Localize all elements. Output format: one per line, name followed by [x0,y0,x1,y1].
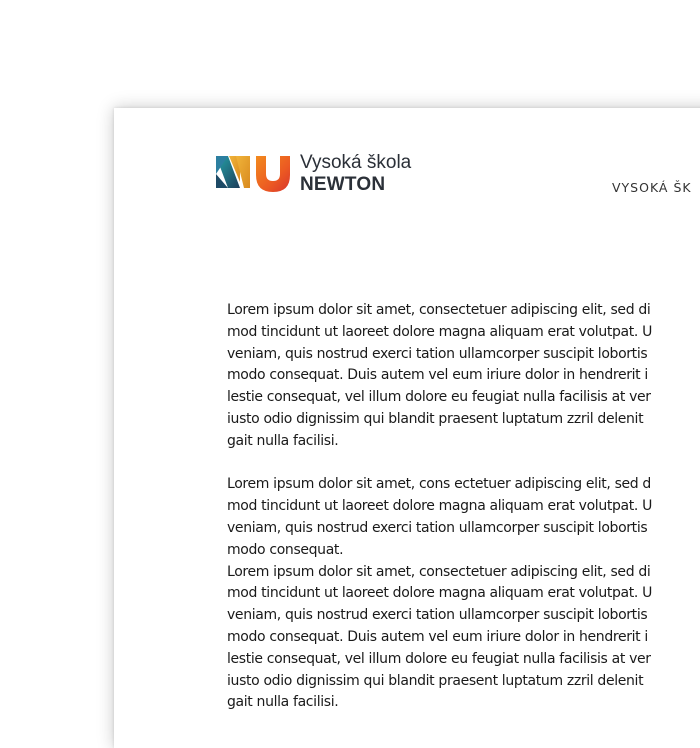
text-line: lestie consequat, vel illum dolore eu feugiat nulla facilisis at ver [227,650,651,667]
text-line: modo consequat. Duis autem vel eum iriure dolor in hendrerit i [227,628,648,645]
logo-line-newton: NEWTON [300,174,386,195]
text-line: mod tincidunt ut laoreet dolore magna aliquam erat volutpat. U [227,323,653,340]
letterhead-page [114,108,700,748]
paragraph-2 [227,474,700,714]
text-line: Lorem ipsum dolor sit amet, consectetuer adipiscing elit, sed di [227,563,651,580]
letter-body [227,300,700,714]
text-line: veniam, quis nostrud exerci tation ullamcorper suscipit lobortis [227,345,648,362]
text-line: modo consequat. [227,541,344,558]
paragraph-1 [227,300,700,453]
text-line: gait nulla facilisi. [227,694,339,711]
text-line: iusto odio dignissim qui blandit praesent luptatum zzril delenit [227,410,644,427]
logo-line-school: Vysoká škola [300,152,412,173]
text-line: Lorem ipsum dolor sit amet, consectetuer adipiscing elit, sed di [227,302,651,318]
text-line: veniam, quis nostrud exerci tation ullamcorper suscipit lobortis [227,607,648,624]
text-line: iusto odio dignissim qui blandit praesent luptatum zzril delenit [227,672,644,689]
text-line: Lorem ipsum dolor sit amet, cons ectetuer adipiscing elit, sed d [227,476,651,493]
text-line: lestie consequat, vel illum dolore eu feugiat nulla facilisis at ver [227,389,651,406]
paragraph-spacer [227,453,700,475]
header-institution-name: VYSOKÁ ŠK [612,180,692,195]
text-line: mod tincidunt ut laoreet dolore magna aliquam erat volutpat. U [227,498,653,515]
text-line: veniam, quis nostrud exerci tation ullamcorper suscipit lobortis [227,519,648,536]
text-line: gait nulla facilisi. [227,432,339,449]
text-line: modo consequat. Duis autem vel eum iriure dolor in hendrerit i [227,367,648,384]
text-line: mod tincidunt ut laoreet dolore magna aliquam erat volutpat. U [227,585,653,602]
logo-wordmark [300,153,411,194]
newton-logo-icon [216,154,296,194]
